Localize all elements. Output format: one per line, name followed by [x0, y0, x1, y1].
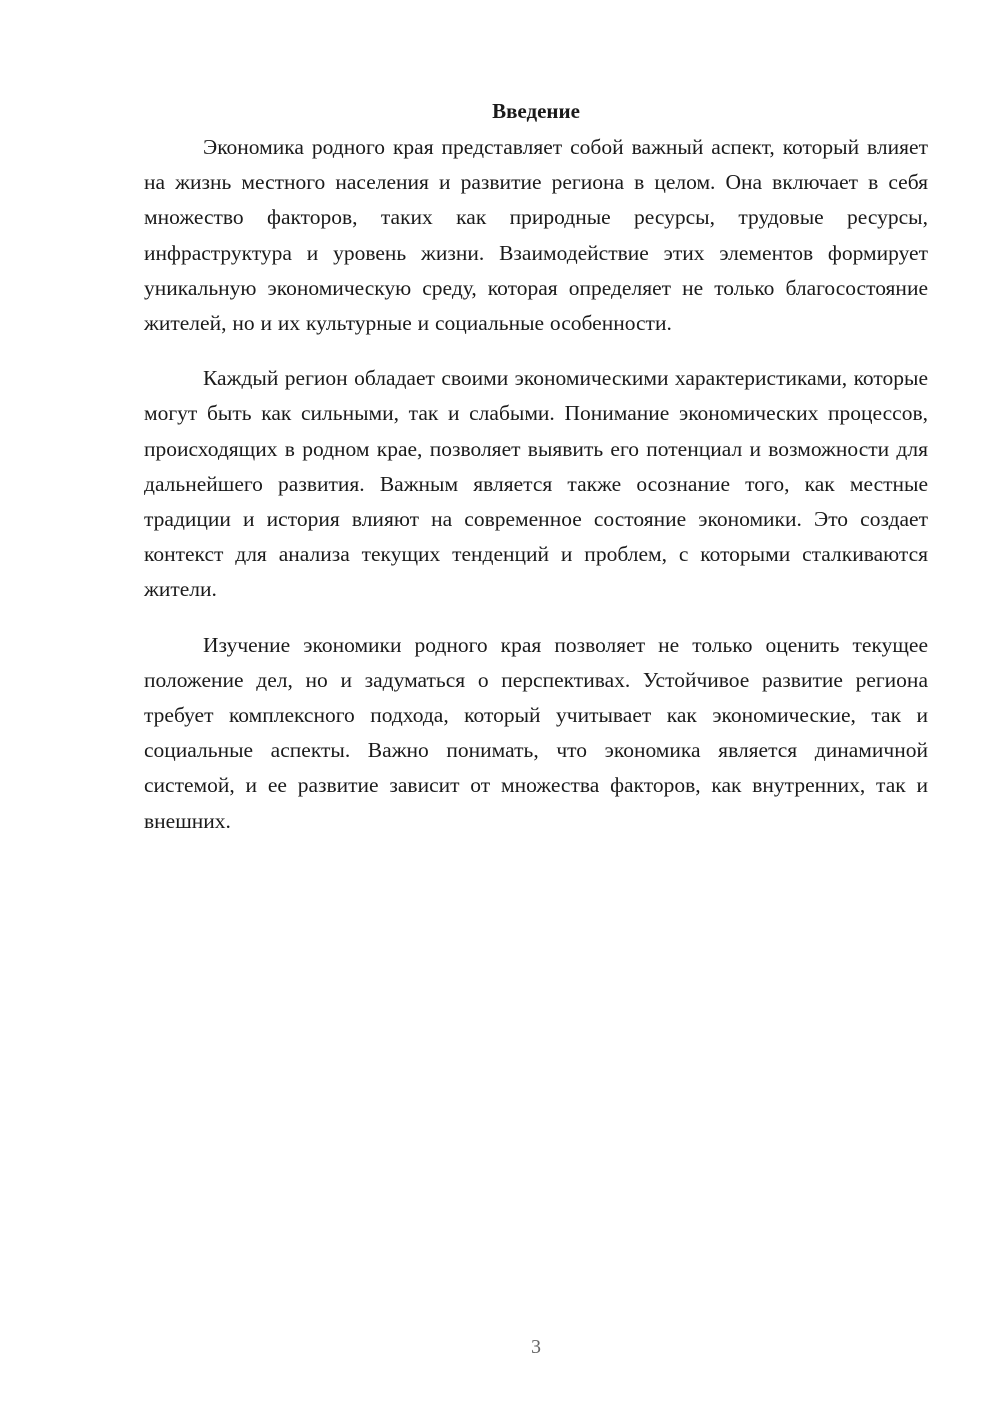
paragraph-1: Экономика родного края представляет собой важный аспект, который влияет на жизнь местного населения и развитие региона в целом. Она включает в себя множество факторов, таких как природные ресурсы, трудовые ресурсы, инфраструктура и уровень жизни. Взаимодействие этих элементов формирует уникальную экономическую среду, которая определяет не только благосостояние жителей, но и их культурные и социальные особенности. — [144, 135, 928, 336]
section-title: Введение — [492, 99, 580, 123]
page-content — [144, 96, 928, 859]
paragraph-2: Каждый регион обладает своими экономическими характеристиками, которые могут быть как сильными, так и слабыми. Понимание экономических процессов, происходящих в родном крае, позволяет выявить его потенциал и возможности для дальнейшего развития. Важным является также осознание того, как местные традиции и история влияют на современное состояние экономики. Это создает контекст для анализа текущих тенденций и проблем, с которыми сталкиваются жители. — [144, 366, 928, 602]
page-number: 3 — [531, 1336, 541, 1358]
paragraph-3: Изучение экономики родного края позволяет не только оценить текущее положение дел, но и задуматься о перспективах. Устойчивое развитие региона требует комплексного подхода, который учитывает как экономические, так и социальные аспекты. Важно понимать, что экономика является динамичной системой, и ее развитие зависит от множества факторов, как внутренних, так и внешних. — [144, 632, 928, 833]
